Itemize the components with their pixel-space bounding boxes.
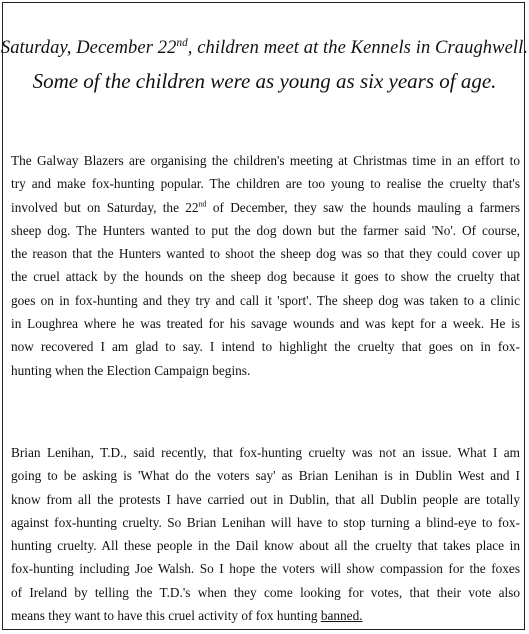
underlined-word: banned. [320, 608, 363, 624]
text-line: the reason that the Hunters wanted to shoot the sheep dog was so that they could cover up [11, 246, 520, 262]
headline-date-ordinal: nd [176, 36, 188, 49]
headline-subtitle: Some of the children were as young as six years of age. [32, 69, 497, 93]
text-line: in Loughrea where he was treated for his savage wounds and was kept for a week. He is [11, 316, 520, 332]
text-line [11, 196, 520, 219]
text-line: try and make fox-hunting popular. The children are too young to realise the cruelty that's [11, 176, 520, 192]
text-line: hunting cruelty. All these people in the Dail know about all the cruelty that takes place in [11, 538, 520, 554]
text-line: fox-hunting including Joe Walsh. So I hope the voters will show compassion for the foxes [11, 561, 520, 577]
text-line: Brian Lenihan, T.D., said recently, that fox-hunting cruelty was not an issue. What I am [11, 445, 520, 460]
paragraph-brian-lenihan [11, 441, 520, 627]
date-ordinal: nd [198, 199, 207, 209]
headline-location-text: , children meet at the Kennels in Craughwell. [187, 38, 529, 58]
text-line [11, 604, 520, 627]
text-line: sheep dog. The Hunters wanted to put the dog down but the farmer said 'No'. Of course, [11, 222, 520, 238]
text-line: the cruel attack by the hounds on the sheep dog because it goes to show the cruelty that [11, 269, 520, 285]
text-line: against fox-hunting cruelty. So Brian Lenihan will have to stop turning a blind-eye to fox- [11, 514, 520, 530]
paragraph-galway-blazers [11, 149, 520, 382]
text-line-part: involved but on Saturday, the 22 [11, 199, 199, 215]
text-line: goes on in fox-hunting and they try and call it 'sport'. The sheep dog was taken to a clinic [11, 292, 520, 308]
headline-date-line [0, 38, 529, 59]
text-line: of Ireland by telling the T.D.'s when they come looking for votes, that their vote also [11, 584, 520, 600]
text-line: hunting when the Election Campaign begins. [11, 362, 251, 378]
text-line: going to be asking is 'What do the voters say' as Brian Lenihan is in Dublin West and I [11, 468, 520, 484]
headline-date-text: Saturday, December 22 [0, 38, 177, 58]
text-line: know from all the protests I have carried out in Dublin, that all Dublin people are totally [11, 491, 520, 507]
text-line-part: of December, they saw the hounds mauling a farmers [206, 199, 520, 215]
text-line: The Galway Blazers are organising the children's meeting at Christmas time in an effort to [11, 153, 520, 168]
text-line: now recovered I am glad to say. I intend to highlight the cruelty that goes on in fox- [11, 339, 520, 355]
text-line-part: means they want to have this cruel activity of fox hunting [11, 608, 321, 624]
